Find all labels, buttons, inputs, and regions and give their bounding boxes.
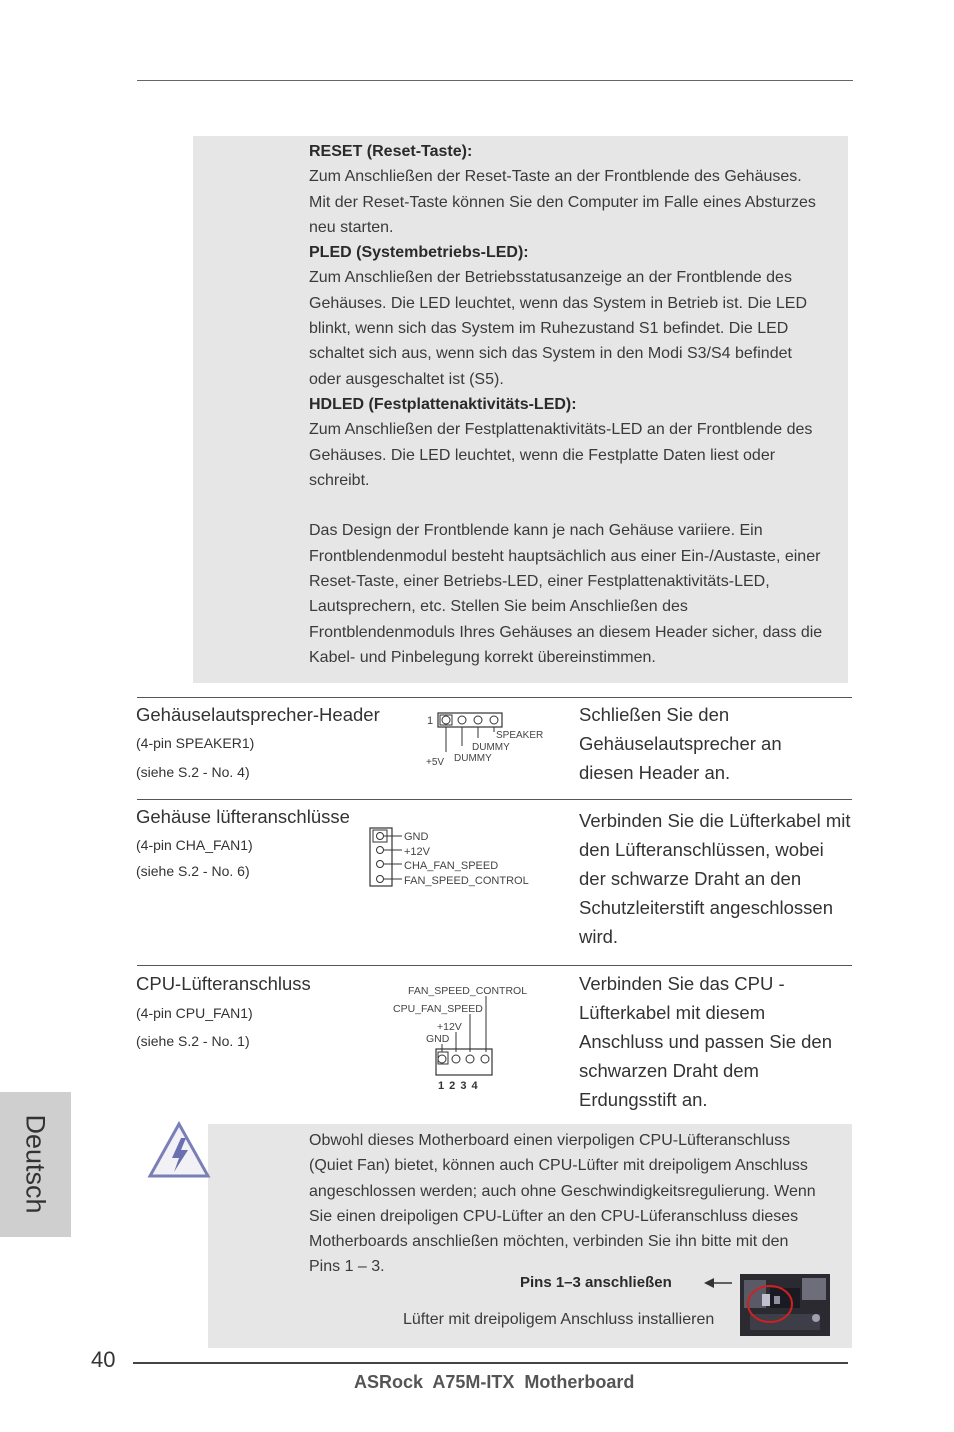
desc-line: Schutzleiterstift angeschlossen [579, 897, 833, 918]
pins-label: Pins 1–3 anschließen [520, 1274, 672, 1291]
desc-line: Anschluss und passen Sie den [579, 1031, 833, 1052]
note-line: Sie einen dreipoligen CPU-Lüfter an den CPU-Lüferanschluss dieses [309, 1207, 799, 1225]
pled-line: Gehäuses. Die LED leuchtet, wenn das System in Betrieb ist. Die LED [309, 294, 808, 312]
speaker-ref: (siehe S.2 - No. 4) [136, 764, 250, 780]
desc-line: schwarzen Draht dem [579, 1060, 759, 1081]
dummy-pin-label: DUMMY [472, 742, 510, 753]
language-tab-label: Deutsch [20, 1114, 51, 1214]
note-line: (Quiet Fan) bietet, können auch CPU-Lüfter mit dreipoligem Anschluss [309, 1157, 808, 1175]
hdled-line: schreibt. [309, 471, 370, 489]
desc-line: Lüfterkabel mit diesem [579, 1002, 766, 1023]
cpufan-title: CPU-Lüfteranschluss [136, 973, 311, 994]
design-line: Das Design der Frontblende kann je nach Gehäuse variiere. Ein [309, 522, 763, 540]
frontpanel-text [309, 139, 869, 670]
pled-line: schaltet sich aus, wenn sich das System in den Modi S3/S4 befindet [309, 345, 792, 363]
left-arrow-icon [702, 1276, 734, 1290]
speaker-title: Gehäuselautsprecher-Header [136, 704, 380, 725]
note-line: angeschlossen werden; auch ohne Geschwindigkeitsregulierung. Wenn [309, 1182, 816, 1200]
fan-connector-photo [740, 1274, 830, 1336]
speed-pin-label: CHA_FAN_SPEED [404, 860, 499, 872]
pled-line: Zum Anschließen der Betriebsstatusanzeige an der Frontblende des [309, 269, 792, 287]
speaker-pin-label: SPEAKER [496, 730, 544, 741]
desc-line: den Lüfteranschlüssen, wobei [579, 839, 824, 860]
desc-line: Verbinden Sie das CPU - [579, 973, 785, 994]
design-line: Frontblendenmodul besteht hauptsächlich aus einer Ein-/Austaste, einer [309, 547, 821, 565]
footer-rule [133, 1362, 848, 1364]
v12-pin-label: +12V [404, 846, 430, 858]
top-rule [137, 80, 853, 81]
hdled-line: Zum Anschließen der Festplattenaktivitäts-LED an der Frontblende des [309, 421, 813, 439]
section-rule [137, 697, 852, 698]
cpufan-header-diagram [390, 982, 530, 1092]
v12-pin-label: +12V [437, 1021, 462, 1033]
design-line: Lautsprechern, etc. Stellen Sie beim Anschließen des [309, 598, 688, 616]
speaker-header-diagram [424, 706, 554, 768]
install-label: Lüfter mit dreipoligem Anschluss installieren [403, 1311, 715, 1328]
note-text [309, 1128, 849, 1280]
hdled-line: Gehäuses. Die LED leuchtet, wenn die Festplatte Daten liest oder [309, 446, 776, 464]
cpufan-desc [579, 969, 832, 1114]
pin1-label: 1 [427, 715, 434, 727]
speed-pin-label: CPU_FAN_SPEED [393, 1003, 483, 1015]
desc-line: Erdungsstift an. [579, 1089, 708, 1110]
cpufan-pin: (4-pin CPU_FAN1) [136, 1005, 253, 1021]
section-rule [137, 965, 852, 966]
chafan-desc [579, 806, 851, 951]
note-line: Motherboards anschließen möchten, verbinden Sie ihn bitte mit den [309, 1233, 789, 1251]
hdled-title: HDLED (Festplattenaktivitäts-LED): [309, 395, 577, 413]
pin-numbers: 1 2 3 4 [438, 1080, 478, 1092]
pled-line: oder ausgeschaltet ist (S5). [309, 370, 504, 388]
design-line: Frontblendenmoduls Ihres Gehäuses an diesem Header sicher, dass die [309, 623, 823, 641]
language-tab [0, 1092, 71, 1237]
design-line: Reset-Taste, einer Betriebs-LED, einer Festplattenaktivitäts-LED, [309, 573, 770, 591]
note-line: Obwohl dieses Motherboard einen vierpoligen CPU-Lüfteranschluss [309, 1132, 791, 1149]
page-number: 40 [91, 1347, 116, 1372]
pled-title: PLED (Systembetriebs-LED): [309, 244, 529, 262]
reset-line: Zum Anschließen der Reset-Taste an der Frontblende des Gehäuses. [309, 168, 802, 186]
reset-title: RESET (Reset-Taste): [309, 143, 473, 160]
control-pin-label: FAN_SPEED_CONTROL [408, 985, 528, 997]
desc-line: der schwarze Draht an den [579, 868, 802, 889]
chafan-ref: (siehe S.2 - No. 6) [136, 863, 250, 879]
gnd-pin-label: GND [404, 831, 429, 843]
desc-line: Gehäuselautsprecher an [579, 733, 782, 754]
reset-line: neu starten. [309, 218, 394, 236]
pled-line: blinkt, wenn sich das System im Ruhezustand S1 befindet. Die LED [309, 320, 789, 338]
chafan-header-diagram [368, 826, 538, 890]
speaker-pin: (4-pin SPEAKER1) [136, 735, 255, 751]
dummy-pin-label: DUMMY [454, 753, 492, 764]
footer-title: ASRock A75M-ITX Motherboard [354, 1372, 635, 1392]
note-line: Pins 1 – 3. [309, 1258, 385, 1276]
control-pin-label: FAN_SPEED_CONTROL [404, 875, 529, 887]
speaker-desc [579, 700, 782, 787]
plus5v-pin-label: +5V [426, 757, 445, 768]
reset-line: Mit der Reset-Taste können Sie den Computer im Falle eines Absturzes [309, 193, 816, 211]
gnd-pin-label: GND [426, 1033, 450, 1045]
desc-line: Verbinden Sie die Lüfterkabel mit [579, 810, 851, 831]
desc-line: diesen Header an. [579, 762, 731, 783]
desc-line: wird. [579, 926, 619, 947]
section-rule [137, 799, 852, 800]
desc-line: Schließen Sie den [579, 704, 730, 725]
chafan-title: Gehäuse lüfteranschlüsse [136, 806, 350, 827]
cpufan-ref: (siehe S.2 - No. 1) [136, 1033, 250, 1049]
design-line: Kabel- und Pinbelegung korrekt übereinstimmen. [309, 648, 656, 666]
chafan-pin: (4-pin CHA_FAN1) [136, 837, 253, 853]
warning-triangle-icon [146, 1120, 212, 1180]
